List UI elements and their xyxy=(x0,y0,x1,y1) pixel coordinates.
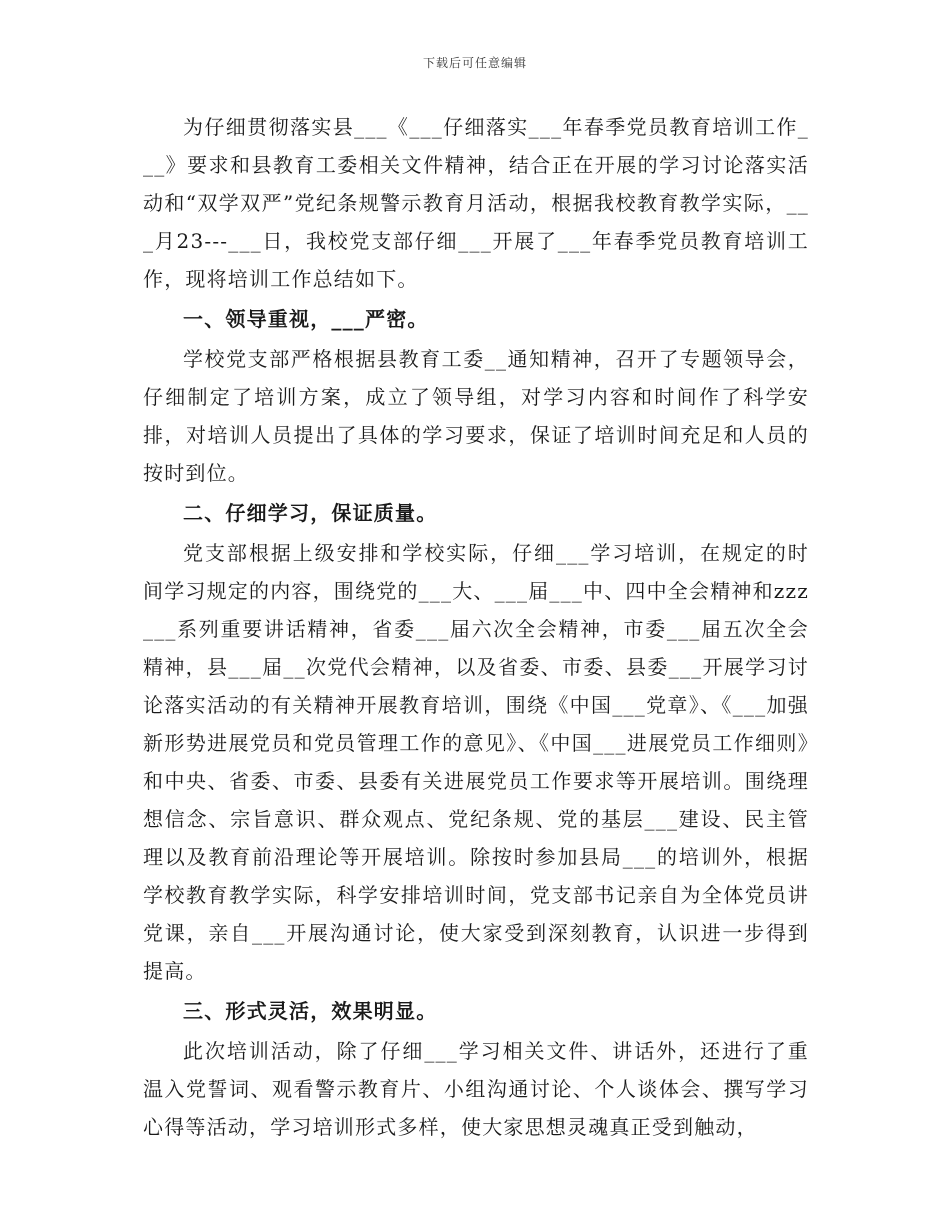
section-3-paragraph: 此次培训活动，除了仔细___学习相关文件、讲话外，还进行了重温入党誓词、观看警示教育片、小组沟通讨论、个人谈体会、撰写学习心得等活动，学习培训形式多样，使大家思想灵魂真正受到触动， xyxy=(143,1039,809,1139)
section-heading-2: 二、仔细学习，保证质量。 xyxy=(183,501,438,525)
section-heading-3: 三、形式灵活，效果明显。 xyxy=(183,999,438,1023)
page-header-note: 下载后可任意编辑 xyxy=(422,56,527,70)
section-1-paragraph: 学校党支部严格根据县教育工委__通知精神，召开了专题领导会，仔细制定了培训方案，成立了领导组，对学习内容和时间作了科学安排，对培训人员提出了具体的学习要求，保证了培训时间充足和人员的按时到位。 xyxy=(143,347,809,485)
intro-paragraph: 为仔细贯彻落实县___《___仔细落实___年春季党员教育培训工作___》要求和县教育工委相关文件精神，结合正在开展的学习讨论落实活动和“双学双严”党纪条规警示教育月活动，根据我校教育教学实际，___月23---___日，我校党支部仔细___开展了___年春季党员教育培训工作，现将培训工作总结如下。 xyxy=(143,115,809,291)
section-2-paragraph: 党支部根据上级安排和学校实际，仔细___学习培训，在规定的时间学习规定的内容，围绕党的___大、___届___中、四中全会精神和zzz___系列重要讲话精神，省委___届六次全会精神，市委___届五次全会精神，县___届__次党代会精神，以及省委、市委、县委___开展学习讨论落实活动的有关精神开展教育培训，围绕《中国___党章》、《___加强新形势进展党员和党员管理工作的意见》、《中国___进展党员工作细则》和中央、省委、市委、县委有关进展党员工作要求等开展培训。围绕理想信念、宗旨意识、群众观点、党纪条规、党的基层___建设、民主管理以及教育前沿理论等开展培训。除按时参加县局___的培训外，根据学校教育教学实际，科学安排培训时间，党支部书记亲自为全体党员讲党课，亲自___开展沟通讨论，使大家受到深刻教育，认识进一步得到提高。 xyxy=(143,541,810,983)
section-heading-1: 一、领导重视，___严密。 xyxy=(183,307,429,331)
document-body xyxy=(143,108,809,1146)
